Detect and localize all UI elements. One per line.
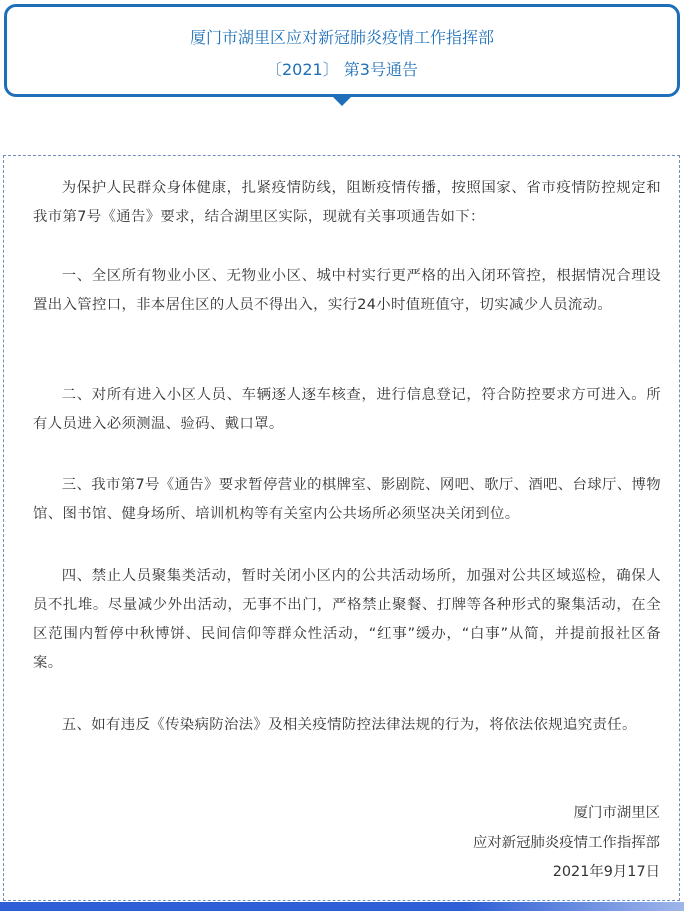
notice-number: 〔2021〕 第3号通告 [266, 60, 418, 79]
notice-header-box [4, 4, 680, 97]
signature-date: 2021年9月17日 [552, 864, 660, 880]
notice-item-3: 三、我市第7号《通告》要求暂停营业的棋牌室、影剧院、网吧、歌厅、酒吧、台球厅、博物馆、图书馆、健身场所、培训机构等有关室内公共场所必须坚决关闭到位。 [33, 477, 661, 522]
notice-item-4: 四、禁止人员聚集类活动，暂时关闭小区内的公共活动场所，加强对公共区域巡检，确保人员不扎堆。尽量减少外出活动，无事不出门，严格禁止聚餐、打牌等各种形式的聚集活动，在全区范围内暂停中秋博饼、民间信仰等群众性活动，“红事”缓办，“白事”从简，并提前报社区备案。 [33, 568, 661, 671]
intro-paragraph: 为保护人民群众身体健康，扎紧疫情防线，阻断疫情传播，按照国家、省市疫情防控规定和我市第7号《通告》要求，结合湖里区实际，现就有关事项通告如下： [33, 180, 661, 225]
signature-dept: 应对新冠肺炎疫情工作指挥部 [472, 835, 660, 851]
header-pointer-triangle [331, 95, 353, 106]
notice-item-5: 五、如有违反《传染病防治法》及相关疫情防控法律法规的行为，将依法依规追究责任。 [61, 717, 637, 733]
notice-item-2: 二、对所有进入小区人员、车辆逐人逐车核查，进行信息登记，符合防控要求方可进入。所有人员进入必须测温、验码、戴口罩。 [33, 387, 661, 432]
notice-title: 厦门市湖里区应对新冠肺炎疫情工作指挥部 [189, 28, 494, 47]
bottom-accent-bar [0, 902, 684, 911]
notice-item-1: 一、全区所有物业小区、无物业小区、城中村实行更严格的出入闭环管控，根据情况合理设置出入管控口，非本居住区的人员不得出入，实行24小时值班值守，切实减少人员流动。 [33, 268, 661, 313]
signature-org: 厦门市湖里区 [573, 805, 660, 821]
